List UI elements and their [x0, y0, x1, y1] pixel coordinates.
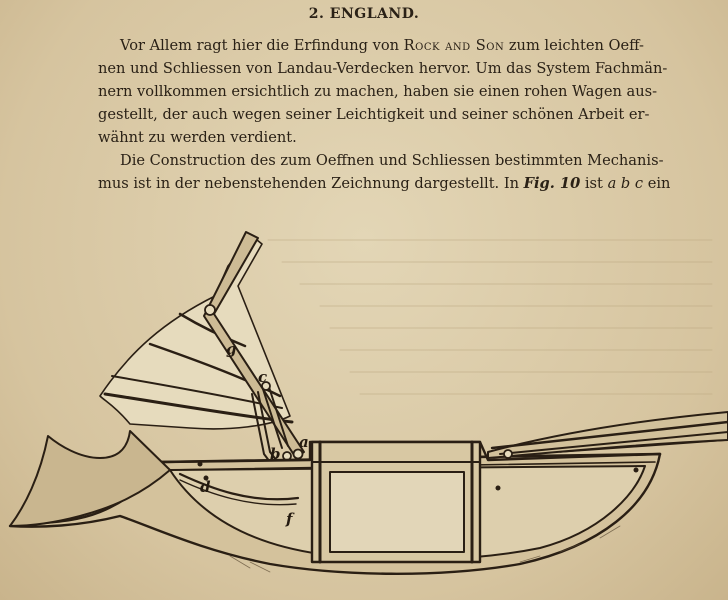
label-a: a — [299, 433, 309, 451]
conjunction-and: and — [439, 37, 476, 54]
name-son: Son — [475, 37, 505, 54]
paragraph-1-line-3: nern vollkommen ersichtlich zu machen, haben sie einen rohen Wagen aus- — [98, 83, 658, 100]
label-b: b — [270, 445, 281, 463]
bolt — [198, 462, 203, 467]
text-span: mus ist in der nebenstehenden Zeichnung dargestellt. In — [98, 175, 524, 192]
paragraph-1-line-1 — [98, 34, 728, 57]
bolt — [634, 468, 639, 473]
paragraph-1-line-2: nen und Schliessen von Landau-Verdecken hervor. Um das System Fachmän- — [98, 60, 668, 77]
paragraph-1-line-4: gestellt, der auch wegen seiner Leichtigkeit und seiner schönen Arbeit er- — [98, 106, 650, 123]
section-heading: 2. ENGLAND. — [308, 6, 420, 22]
pivot — [205, 305, 215, 315]
text-span: zum leichten Oeff- — [504, 37, 644, 54]
letter-reference: a b c — [607, 175, 644, 192]
bleed-through-lines — [268, 240, 712, 394]
text-span: Vor Allem ragt hier die Erfindung von — [120, 37, 404, 54]
label-f: f — [286, 510, 293, 528]
name-rock: Rock — [403, 37, 440, 54]
paragraph-1-line-5: wähnt zu werden verdient. — [98, 129, 297, 146]
figure-reference: Fig. 10 — [523, 175, 581, 192]
door-panel — [330, 472, 464, 552]
label-d: d — [200, 478, 211, 496]
paragraph-2-line-2 — [98, 172, 728, 195]
text-span: ist — [580, 175, 608, 192]
bolt — [496, 486, 501, 491]
label-g: g — [226, 340, 237, 358]
label-c: c — [258, 368, 268, 386]
mechanism-figure — [0, 226, 728, 600]
body-text — [98, 34, 728, 195]
pivot-right — [504, 450, 512, 458]
text-span: ein — [643, 175, 671, 192]
paragraph-2-line-1: Die Construction des zum Oeffnen und Schliessen bestimmten Mechanis- — [120, 152, 664, 169]
